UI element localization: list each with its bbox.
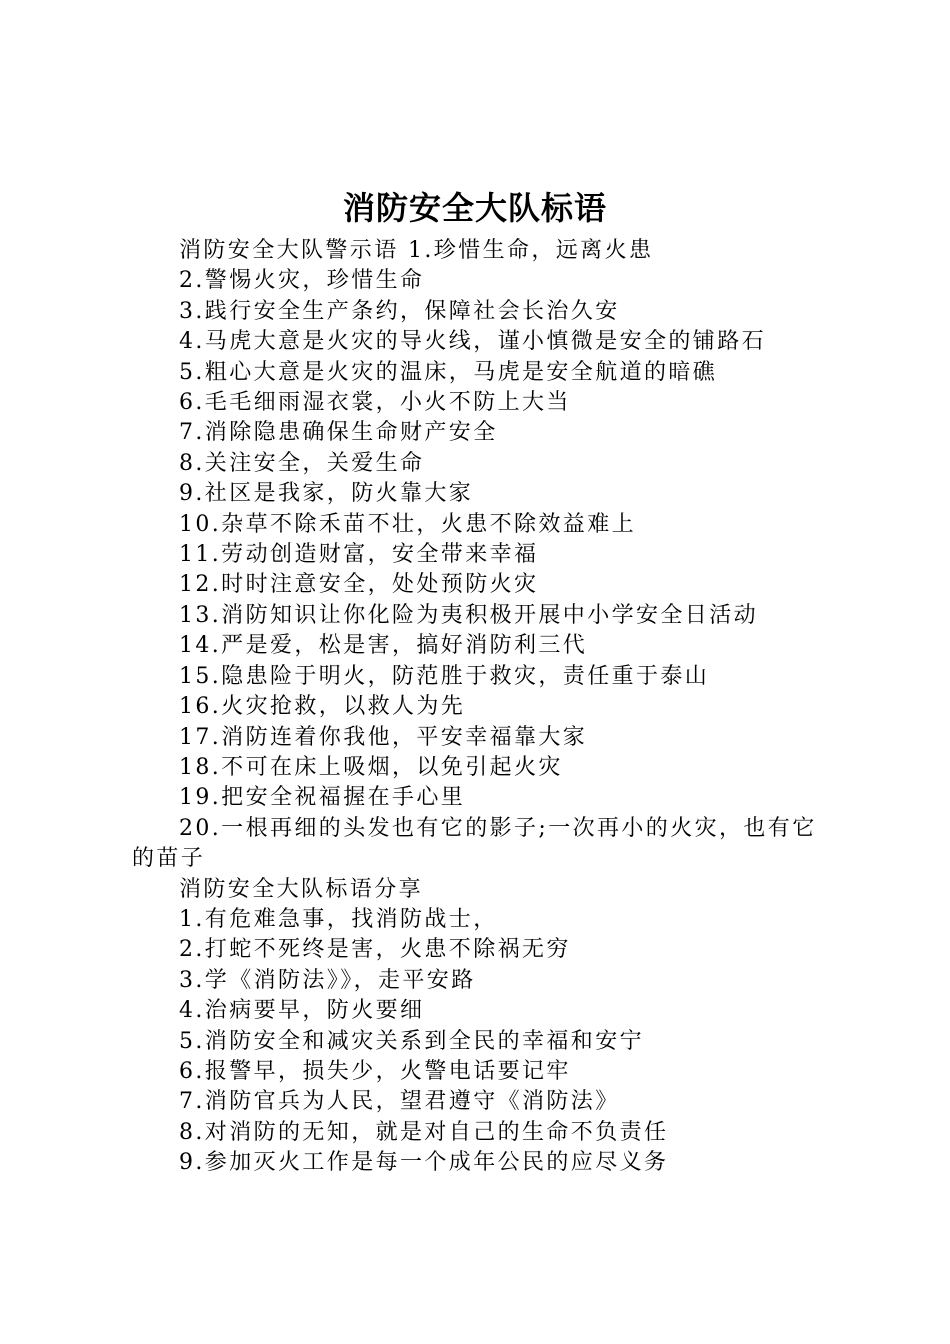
paragraph: 1.有危难急事，找消防战士， bbox=[179, 906, 498, 932]
paragraph: 16.火灾抢救，以救人为先 bbox=[179, 694, 466, 720]
paragraph: 13.消防知识让你化险为夷积极开展中小学安全日活动 bbox=[179, 602, 758, 628]
section-heading: 消防安全大队标语分享 bbox=[179, 876, 424, 902]
paragraph: 9.参加灭火工作是每一个成年公民的应尽义务 bbox=[179, 1150, 669, 1176]
paragraph: 4.治病要早，防火要细 bbox=[179, 998, 425, 1024]
paragraph: 20.一根再细的头发也有它的影子;一次再小的火灾，也有它的苗子 bbox=[132, 815, 817, 872]
paragraph: 6.毛毛细雨湿衣裳，小火不防上大当 bbox=[179, 390, 571, 416]
paragraph: 2.打蛇不死终是害，火患不除祸无穷 bbox=[179, 937, 571, 963]
paragraph: 5.粗心大意是火灾的温床，马虎是安全航道的暗礁 bbox=[179, 359, 718, 385]
paragraph: 6.报警早，损失少，火警电话要记牢 bbox=[179, 1058, 571, 1084]
paragraph: 9.社区是我家，防火靠大家 bbox=[179, 481, 474, 507]
paragraph: 4.马虎大意是火灾的导火线，谨小慎微是安全的铺路石 bbox=[179, 329, 766, 355]
document-title: 消防安全大队标语 bbox=[342, 189, 607, 227]
paragraph: 2.警惕火灾，珍惜生命 bbox=[179, 268, 425, 294]
paragraph: 3.学《消防法》》，走平安路 bbox=[179, 967, 476, 993]
paragraph: 5.消防安全和减灾关系到全民的幸福和安宁 bbox=[179, 1028, 644, 1054]
paragraph: 12.时时注意安全，处处预防火灾 bbox=[179, 572, 539, 598]
paragraph: 11.劳动创造财富，安全带来幸福 bbox=[179, 542, 539, 568]
paragraph: 14.严是爱，松是害，搞好消防利三代 bbox=[179, 633, 588, 659]
paragraph: 3.践行安全生产条约，保障社会长治久安 bbox=[179, 298, 620, 324]
paragraph: 8.对消防的无知，就是对自己的生命不负责任 bbox=[179, 1119, 669, 1145]
paragraph: 15.隐患险于明火，防范胜于救灾，责任重于泰山 bbox=[179, 663, 710, 689]
paragraph: 7.消除隐患确保生命财产安全 bbox=[179, 420, 498, 446]
document-body bbox=[132, 236, 832, 1179]
paragraph: 18.不可在床上吸烟，以免引起火灾 bbox=[179, 754, 563, 780]
paragraph: 10.杂草不除禾苗不壮，火患不除效益难上 bbox=[179, 511, 636, 537]
paragraph: 消防安全大队警示语 1.珍惜生命，远离火患 bbox=[179, 238, 654, 263]
paragraph: 17.消防连着你我他，平安幸福靠大家 bbox=[179, 724, 588, 750]
paragraph: 19.把安全祝福握在手心里 bbox=[179, 785, 466, 811]
paragraph: 7.消防官兵为人民，望君遵守《消防法》 bbox=[179, 1089, 620, 1115]
paragraph: 8.关注安全，关爱生命 bbox=[179, 450, 425, 476]
